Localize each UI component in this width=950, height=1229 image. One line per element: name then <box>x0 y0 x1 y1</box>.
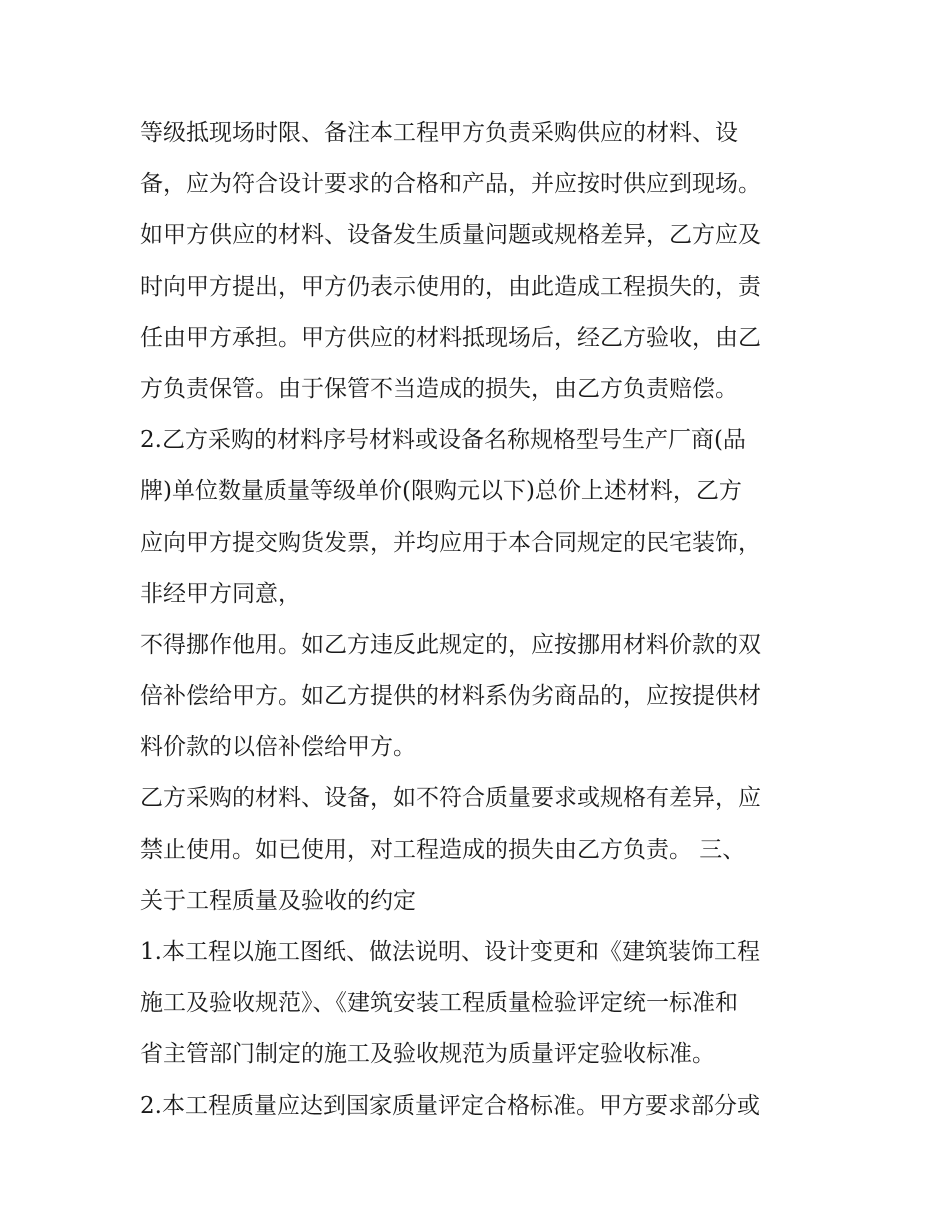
text-line: 时向甲方提出，甲方仍表示使用的，由此造成工程损失的，责 <box>140 273 761 300</box>
text-line: 2.本工程质量应达到国家质量评定合格标准。甲方要求部分或 <box>140 1092 760 1119</box>
text-line: 不得挪作他用。如乙方违反此规定的，应按挪用材料价款的双 <box>140 631 761 658</box>
text-line: 如甲方供应的材料、设备发生质量问题或规格差异，乙方应及 <box>140 222 761 249</box>
text-line: 关于工程质量及验收的约定 <box>140 887 416 914</box>
text-line: 施工及验收规范》、《建筑安装工程质量检验评定统一标准和 <box>140 990 738 1017</box>
text-line: 牌)单位数量质量等级单价(限购元以下)总价上述材料，乙方 <box>140 478 742 505</box>
text-line: 料价款的以倍补偿给甲方。 <box>140 734 416 761</box>
text-line: 禁止使用。如已使用，对工程造成的损失由乙方负责。 三、 <box>140 836 746 863</box>
text-line: 2.乙方采购的材料序号材料或设备名称规格型号生产厂商(品 <box>140 427 746 454</box>
text-line: 方负责保管。由于保管不当造成的损失，由乙方负责赔偿。 <box>140 375 738 402</box>
text-line: 省主管部门制定的施工及验收规范为质量评定验收标准。 <box>140 1041 715 1068</box>
document-body <box>140 108 820 1132</box>
text-line: 倍补偿给甲方。如乙方提供的材料系伪劣商品的，应按提供材 <box>140 683 761 710</box>
text-line: 备，应为符合设计要求的合格和产品，并应按时供应到现场。 <box>140 171 761 198</box>
text-line: 1.本工程以施工图纸、做法说明、设计变更和《建筑装饰工程 <box>140 939 760 965</box>
text-line: 非经甲方同意， <box>140 580 301 607</box>
text-line: 应向甲方提交购货发票，并均应用于本合同规定的民宅装饰， <box>140 529 761 556</box>
text-line: 任由甲方承担。甲方供应的材料抵现场后，经乙方验收，由乙 <box>140 324 761 351</box>
text-line: 等级抵现场时限、备注本工程甲方负责采购供应的材料、设 <box>140 120 738 146</box>
text-line: 乙方采购的材料、设备，如不符合质量要求或规格有差异，应 <box>140 785 761 812</box>
